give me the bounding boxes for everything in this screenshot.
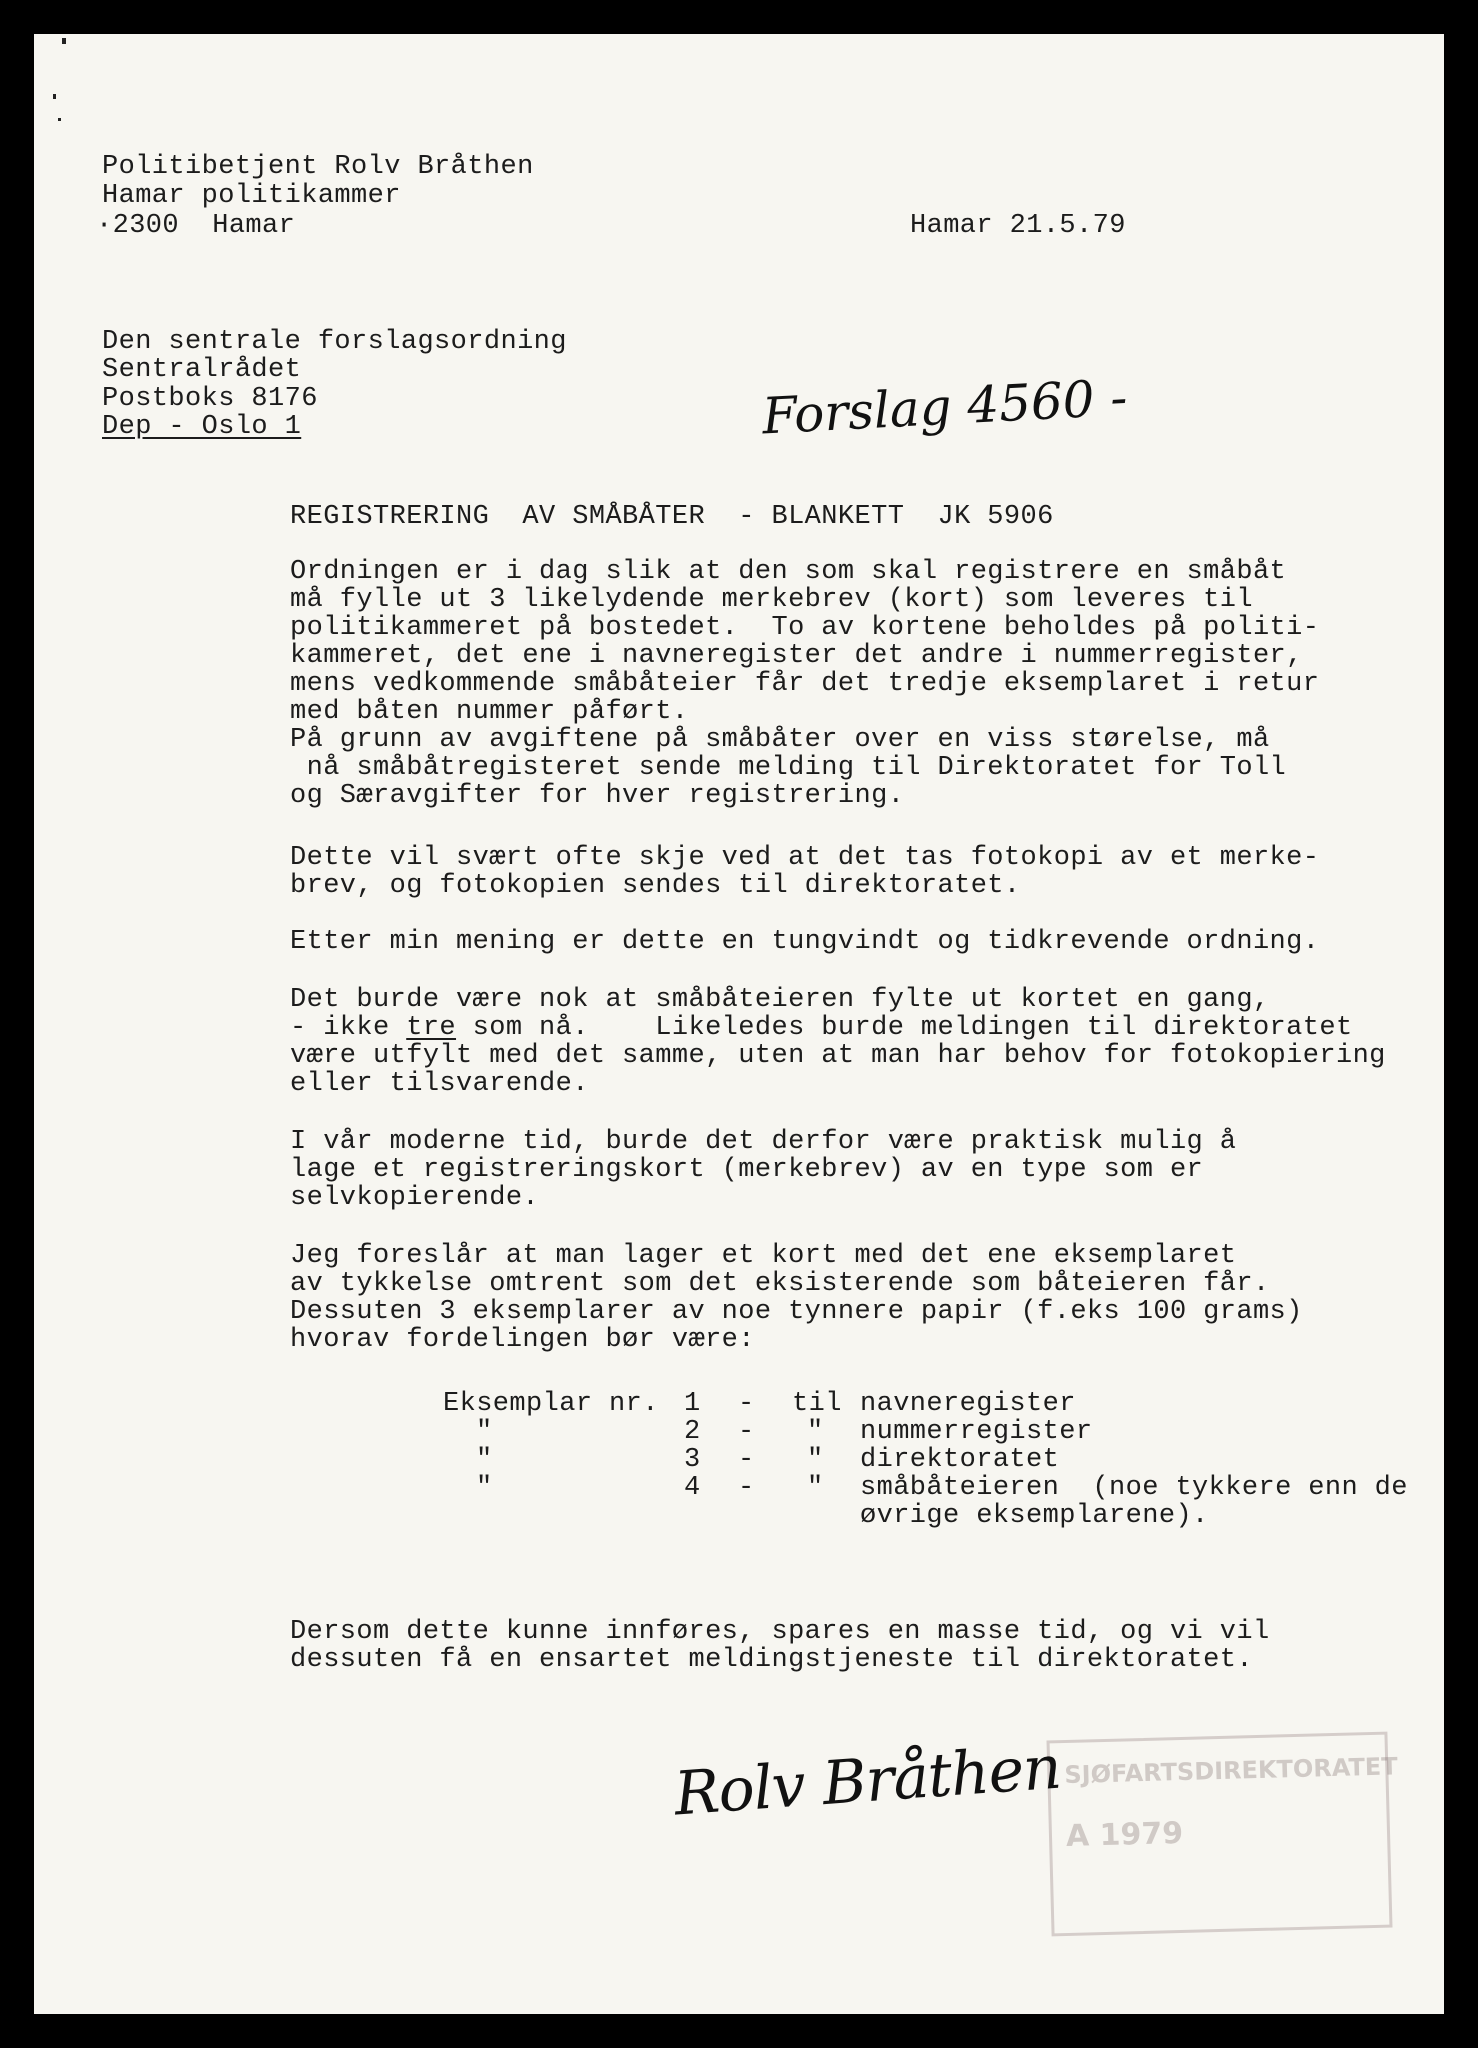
- paragraph-line: lage et registreringskort (merkebrev) av en type som er: [290, 1155, 1204, 1185]
- handwritten-proposal-number: Forslag 4560 -: [760, 368, 1129, 446]
- paragraph-line: kammeret, det ene i navneregister det andre i nummerregister,: [290, 641, 1303, 671]
- dash: -: [738, 1417, 755, 1447]
- letter-page: [34, 34, 1444, 2014]
- subject-line: REGISTRERING AV SMÅBÅTER - BLANKETT JK 5906: [290, 502, 1054, 532]
- paragraph-line: Dersom dette kunne innføres, spares en masse tid, og vi vil: [290, 1617, 1270, 1647]
- paragraph-line: Det burde være nok at småbåteieren fylte ut kortet en gang,: [290, 985, 1270, 1015]
- text-run: - ikke: [290, 1013, 407, 1043]
- sender-postal: ·2300 Hamar: [96, 211, 296, 241]
- recipient-line-1: Den sentrale forslagsordning: [102, 327, 567, 357]
- ditto-mark: ": [476, 1473, 493, 1503]
- paragraph-line: være utfylt med det samme, uten at man har behov for fotokopiering: [290, 1041, 1386, 1071]
- paragraph-line: brev, og fotokopien sendes til direktoratet.: [290, 871, 1021, 901]
- ditto-mark: ": [476, 1417, 493, 1447]
- recipient-line-2: Sentralrådet: [102, 355, 302, 385]
- paragraph-line: Dessuten 3 eksemplarer av noe tynnere papir (f.eks 100 grams): [290, 1297, 1303, 1327]
- text-run: som nå. Likeledes burde meldingen til direktoratet: [456, 1013, 1353, 1043]
- copy-number: 2: [684, 1417, 701, 1447]
- underlined-word: tre: [406, 1013, 457, 1043]
- paragraph-line: dessuten få en ensartet meldingstjeneste til direktoratet.: [290, 1645, 1253, 1675]
- paragraph-line: nå småbåtregisteret sende melding til Direktoratet for Toll: [290, 753, 1287, 783]
- paragraph-line: politikammeret på bostedet. To av kortene beholdes på politi-: [290, 613, 1320, 643]
- copy-destination: direktoratet: [860, 1445, 1060, 1475]
- paragraph-line: eller tilsvarende.: [290, 1069, 589, 1099]
- paragraph-line: selvkopierende.: [290, 1183, 540, 1213]
- dash: -: [738, 1445, 755, 1475]
- paragraph-line: Jeg foreslår at man lager et kort med det ene eksemplaret: [290, 1241, 1237, 1271]
- ditto-mark: ": [807, 1417, 824, 1447]
- copy-destination: navneregister: [860, 1389, 1076, 1419]
- copy-number: 3: [684, 1445, 701, 1475]
- recipient-line-4: Dep - Oslo 1: [102, 412, 302, 442]
- paragraph-line: Dette vil svært ofte skje ved at det tas fotokopi av et merke-: [290, 843, 1320, 873]
- paragraph-line: Ordningen er i dag slik at den som skal registrere en småbåt: [290, 557, 1287, 587]
- paragraph-line: [290, 1014, 1353, 1042]
- dash: -: [738, 1473, 755, 1503]
- stamp-line-2: A 1979: [1065, 1815, 1184, 1855]
- paragraph-line: må fylle ut 3 likelydende merkebrev (kort) som leveres til: [290, 585, 1253, 615]
- margin-mark: [62, 38, 66, 44]
- paragraph-line: I vår moderne tid, burde det derfor være praktisk mulig å: [290, 1127, 1237, 1157]
- copy-destination: nummerregister: [860, 1417, 1093, 1447]
- to-word: til: [792, 1389, 842, 1419]
- paragraph-line: av tykkelse omtrent som det eksisterende som båteieren får.: [290, 1269, 1270, 1299]
- copy-destination-continuation: øvrige eksemplarene).: [860, 1501, 1209, 1531]
- margin-mark: [53, 94, 56, 99]
- letter-date: Hamar 21.5.79: [910, 211, 1126, 241]
- dash: -: [738, 1389, 755, 1419]
- paragraph-line: og Særavgifter for hver registrering.: [290, 781, 905, 811]
- copy-destination: småbåteieren (noe tykkere enn de: [860, 1473, 1408, 1503]
- stamp-line-1: SJØFARTSDIREKTORATET: [1064, 1752, 1398, 1790]
- ditto-mark: ": [807, 1473, 824, 1503]
- copy-number: 4: [684, 1473, 701, 1503]
- ditto-mark: ": [807, 1445, 824, 1475]
- paragraph-line: med båten nummer påført.: [290, 697, 689, 727]
- paragraph-line: hvorav fordelingen bør være:: [290, 1325, 755, 1355]
- paragraph-3: Etter min mening er dette en tungvindt og tidkrevende ordning.: [290, 927, 1320, 957]
- margin-mark: [58, 118, 61, 121]
- copy-number: 1: [684, 1389, 701, 1419]
- received-stamp: [1046, 1732, 1398, 1937]
- paragraph-line: mens vedkommende småbåteier får det tredje eksemplaret i retur: [290, 669, 1320, 699]
- signature: Rolv Bråthen: [672, 1732, 1063, 1830]
- sender-office: Hamar politikammer: [102, 181, 401, 211]
- ditto-mark: ": [476, 1445, 493, 1475]
- recipient-line-3: Postboks 8176: [102, 384, 318, 414]
- sender-name: Politibetjent Rolv Bråthen: [102, 152, 534, 182]
- distribution-label: Eksemplar nr.: [443, 1389, 659, 1419]
- paragraph-line: På grunn av avgiftene på småbåter over en viss størelse, må: [290, 725, 1270, 755]
